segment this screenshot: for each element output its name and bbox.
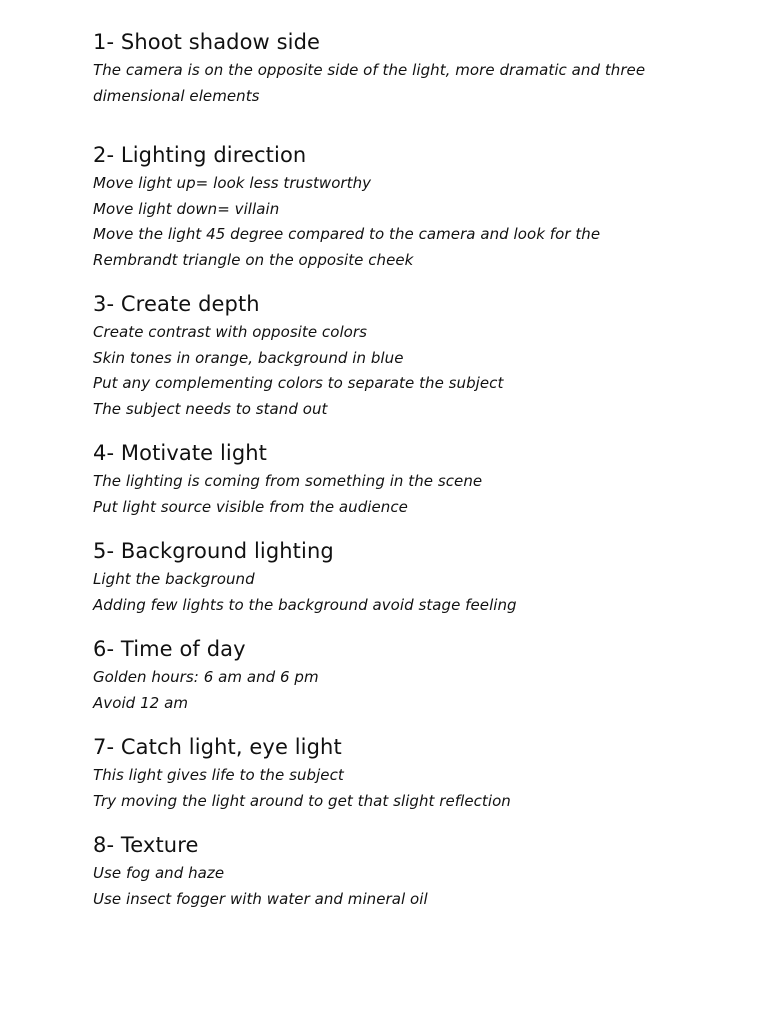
section-catch-light [93,731,733,814]
section-line: Use fog and haze [93,864,225,882]
section-line: Rembrandt triangle on the opposite cheek [93,250,414,269]
section-texture [93,829,733,912]
section-heading: 4- Motivate light [93,441,268,465]
section-motivate-light [93,437,733,520]
section-line: Put light source visible from the audience [93,497,408,516]
section-heading: 5- Background lighting [93,539,334,563]
section-line: Create contrast with opposite colors [93,323,367,341]
section-lighting-direction [93,139,733,273]
section-line: The lighting is coming from something in the scene [93,472,483,490]
section-line: Move the light 45 degree compared to the camera and look for the [93,225,601,243]
section-line: Golden hours: 6 am and 6 pm [93,668,319,686]
section-line: Try moving the light around to get that slight reflection [93,791,511,810]
section-line: Put any complementing colors to separate the subject [93,374,504,392]
section-line: Skin tones in orange, background in blue [93,348,404,367]
section-line: Move light down= villain [93,199,280,218]
section-heading: 6- Time of day [93,637,246,661]
section-create-depth [93,288,733,422]
section-line: Adding few lights to the background avoid stage feeling [93,595,517,614]
section-line: Light the background [93,570,255,588]
section-heading: 1- Shoot shadow side [93,30,321,54]
section-line: dimensional elements [93,86,260,105]
section-line: Use insect fogger with water and mineral oil [93,889,428,908]
section-background-lighting [93,535,733,618]
section-heading: 2- Lighting direction [93,143,307,167]
section-heading: 7- Catch light, eye light [93,735,342,759]
section-time-of-day [93,633,733,716]
section-heading: 3- Create depth [93,292,260,316]
section-heading: 8- Texture [93,833,199,857]
section-line: This light gives life to the subject [93,766,344,784]
section-line: Avoid 12 am [93,693,188,712]
section-line: Move light up= look less trustworthy [93,174,372,192]
section-shoot-shadow-side [93,26,733,109]
section-line: The subject needs to stand out [93,399,328,418]
document-page [93,26,733,927]
section-line: The camera is on the opposite side of the light, more dramatic and three [93,61,646,79]
